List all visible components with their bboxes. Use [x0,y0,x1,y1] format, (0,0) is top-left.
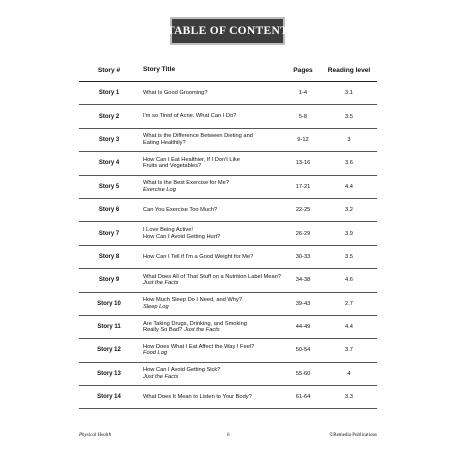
story-title-line: Eating Healthily? [143,139,186,146]
story-reading-level: 3.1 [345,90,353,97]
story-title [139,274,285,287]
story-title-line: How Much Sleep Do I Need, and Why? [143,297,242,304]
story-title-line: What Does It Mean to Listen to Your Body? [143,394,252,400]
story-title [139,394,285,401]
story-reading-level: 4.4 [345,324,353,331]
story-title-line: What is the Difference Between Dieting and [143,133,253,140]
story-title-line: How Can I Avoid Getting Hurt? [143,233,221,240]
story-title-line: Are Taking Drugs, Drinking, and Smoking [143,320,247,327]
story-subtitle: Just the Facts [143,373,179,380]
page-footer [79,433,377,443]
story-title [139,180,285,193]
story-title [139,227,285,240]
table-row [79,105,377,128]
table-row [79,293,377,316]
story-pages: 61-64 [295,394,311,401]
title-banner [166,17,289,45]
footer-page-number: 6 [227,433,230,438]
story-pages: 5-8 [298,113,308,120]
story-number: Story 6 [98,207,120,214]
table-row [79,363,377,386]
story-title-line: How Can I Eat Healthier, If I Don't Like [143,156,240,163]
story-title-line: Fruits and Vegetables? [143,163,202,170]
story-reading-level: 3.3 [345,394,353,401]
table-header [79,59,377,82]
story-title-line: I'm so Tired of Acne. What Can I Do? [143,113,237,120]
story-number: Story 3 [98,136,120,143]
story-title [139,90,285,97]
story-number: Story 5 [98,183,120,190]
story-number: Story 12 [97,347,121,354]
table-row [79,129,377,152]
story-pages: 39-43 [295,300,311,307]
story-title [139,344,285,357]
story-reading-level: 2.7 [345,300,353,307]
table-row [79,386,377,409]
story-reading-level: 3.5 [345,253,353,260]
story-title-line: What Is the Best Exercise for Me? [143,180,229,187]
story-reading-level: 4.6 [345,277,353,284]
story-number: Story 1 [98,90,120,97]
footer-publisher: ©Remedia Publications [329,433,377,438]
story-number: Story 14 [97,394,121,401]
story-number: Story 4 [98,160,120,167]
story-reading-level: 4.4 [345,183,353,190]
table-row [79,246,377,269]
header-pages: Pages [293,66,313,74]
contents-table [79,59,377,409]
story-pages: 26-29 [295,230,311,237]
story-number: Story 13 [97,370,121,377]
story-pages: 9-12 [297,136,309,143]
table-row [79,269,377,292]
story-reading-level: 3.9 [345,230,353,237]
story-title-line: How Can I Avoid Getting Sick? [143,367,221,374]
table-row [79,222,377,245]
story-pages: 55-60 [295,370,311,377]
story-reading-level: 4 [347,370,351,377]
story-reading-level: 3.5 [345,113,353,120]
story-title [139,133,285,146]
story-title-line: What Is Good Grooming? [143,89,208,96]
header-story-title: Story Title [143,66,176,74]
story-number: Story 2 [98,113,120,120]
story-title-line: How Can I Tell if I'm a Good Weight for Me? [143,253,254,260]
story-pages: 30-33 [295,253,311,260]
story-title-line: How Does What I Eat Affect the Way I Feel? [143,343,255,350]
footer-book-title: Physical Health [79,433,112,438]
story-title-line: Can You Exercise Too Much? [143,206,218,213]
table-row [79,82,377,105]
story-number: Story 8 [98,253,120,260]
story-number: Story 11 [97,324,121,331]
story-title [139,157,285,170]
story-title-line: I Love Being Active! [143,226,193,233]
story-title [139,321,285,334]
story-pages: 50-54 [295,347,311,354]
story-pages: 1-4 [298,90,308,97]
story-reading-level: 3 [347,136,351,143]
table-row [79,199,377,222]
story-subtitle: Just the Facts [184,327,220,334]
header-story-number: Story # [97,66,121,74]
story-pages: 34-38 [295,277,311,284]
story-title-line: What Does All of That Stuff on a Nutrition Label Mean? [143,273,281,280]
story-reading-level: 3.7 [345,347,353,354]
table-row [79,176,377,199]
story-subtitle: Food Log [143,350,168,357]
story-title [139,297,285,310]
story-pages: 13-16 [295,160,311,167]
story-title [139,207,285,214]
story-pages: 22-25 [295,207,311,214]
story-subtitle: Just the Facts [143,280,179,287]
story-subtitle: Exercise Log [143,186,176,193]
page-title: TABLE OF CONTENT [166,25,289,37]
story-title [139,113,285,120]
story-number: Story 10 [97,300,121,307]
table-body [79,82,377,409]
story-title [139,367,285,380]
story-title-line: Really So Bad? [143,327,183,334]
story-title [139,254,285,261]
story-reading-level: 3.2 [345,207,353,214]
table-row [79,339,377,362]
story-number: Story 9 [98,277,120,284]
table-row [79,152,377,175]
story-subtitle: Sleep Log [143,303,169,310]
story-pages: 17-21 [295,183,311,190]
header-reading-level: Reading level [327,66,371,74]
table-row [79,316,377,339]
story-number: Story 7 [98,230,120,237]
story-pages: 44-49 [295,324,311,331]
story-reading-level: 3.6 [345,160,353,167]
